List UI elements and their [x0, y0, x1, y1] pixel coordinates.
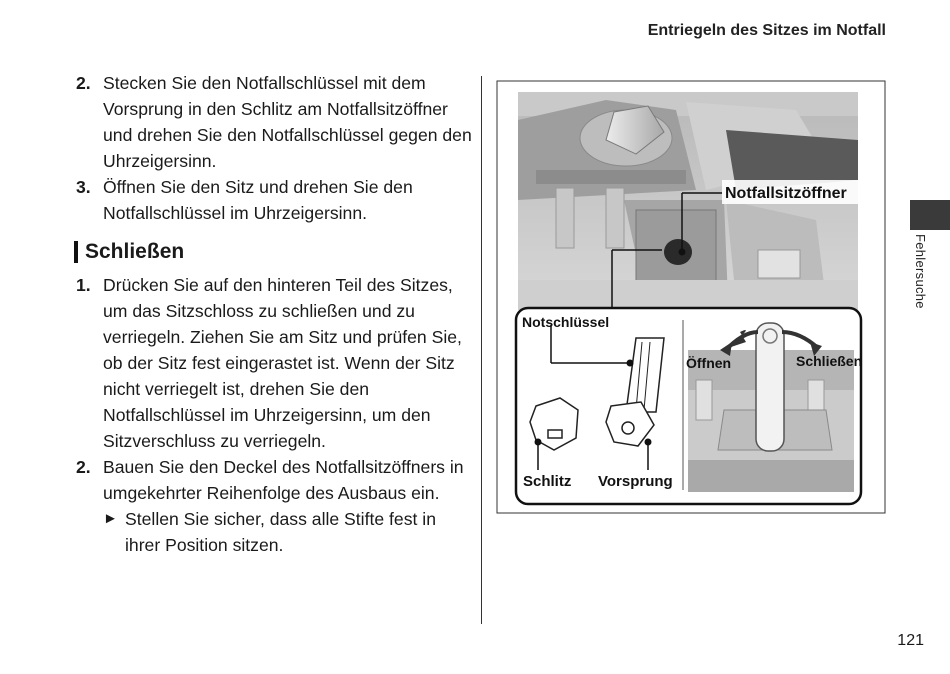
chapter-tab-label: Fehlersuche — [913, 234, 928, 309]
chapter-tab — [910, 200, 950, 230]
step-number: 2. — [76, 73, 91, 93]
section-title: Schließen — [85, 240, 185, 263]
note — [76, 506, 476, 558]
step-number: 1. — [76, 275, 91, 295]
note-text: Stellen Sie sicher, dass alle Stifte fest in ihrer Position sitzen. — [125, 509, 436, 555]
seat-opener-illustration — [496, 80, 886, 514]
step-close-2 — [76, 454, 476, 506]
step-number: 2. — [76, 457, 91, 477]
label-tab: Vorsprung — [598, 473, 673, 490]
step-text: Stecken Sie den Notfallschlüssel mit dem Vorsprung in den Schlitz am Notfallsitzöffner und drehen Sie den Notfallschlüssel gegen den Uhrzeigersinn. — [103, 73, 472, 171]
label-emergency-key: Notschlüssel — [522, 314, 610, 330]
label-open: Öffnen — [686, 355, 732, 371]
step-text: Drücken Sie auf den hinteren Teil des Sitzes, um das Sitzschloss zu schließen und zu verriegeln. Ziehen Sie am Sitz und prüfen Sie, ob der Sitz fest eingerastet ist. Wenn der Sitz nicht verriegelt ist, drehen Sie den Notfallschlüssel im Uhrzeigersinn, um den Sitzverschluss zu verriegeln. — [103, 275, 462, 451]
step-open-3 — [76, 174, 476, 226]
page-number: 121 — [897, 632, 924, 649]
step-text: Öffnen Sie den Sitz und drehen Sie den Notfallschlüssel im Uhrzeigersinn. — [103, 177, 413, 223]
step-close-1 — [76, 272, 476, 454]
step-text: Bauen Sie den Deckel des Notfallsitzöffners in umgekehrter Reihenfolge des Ausbaus ein. — [103, 457, 464, 503]
label-emergency-opener: Notfallsitzöffner — [725, 185, 847, 202]
label-slot: Schlitz — [523, 473, 572, 490]
triangle-arrow-icon: ► — [103, 510, 118, 527]
heading-bar-icon — [74, 241, 78, 263]
column-divider — [481, 76, 482, 624]
step-open-2 — [76, 70, 476, 174]
label-close: Schließen — [796, 353, 863, 369]
section-heading — [74, 240, 476, 264]
running-header: Entriegeln des Sitzes im Notfall — [647, 22, 886, 39]
instruction-column — [76, 70, 476, 558]
step-number: 3. — [76, 177, 91, 197]
